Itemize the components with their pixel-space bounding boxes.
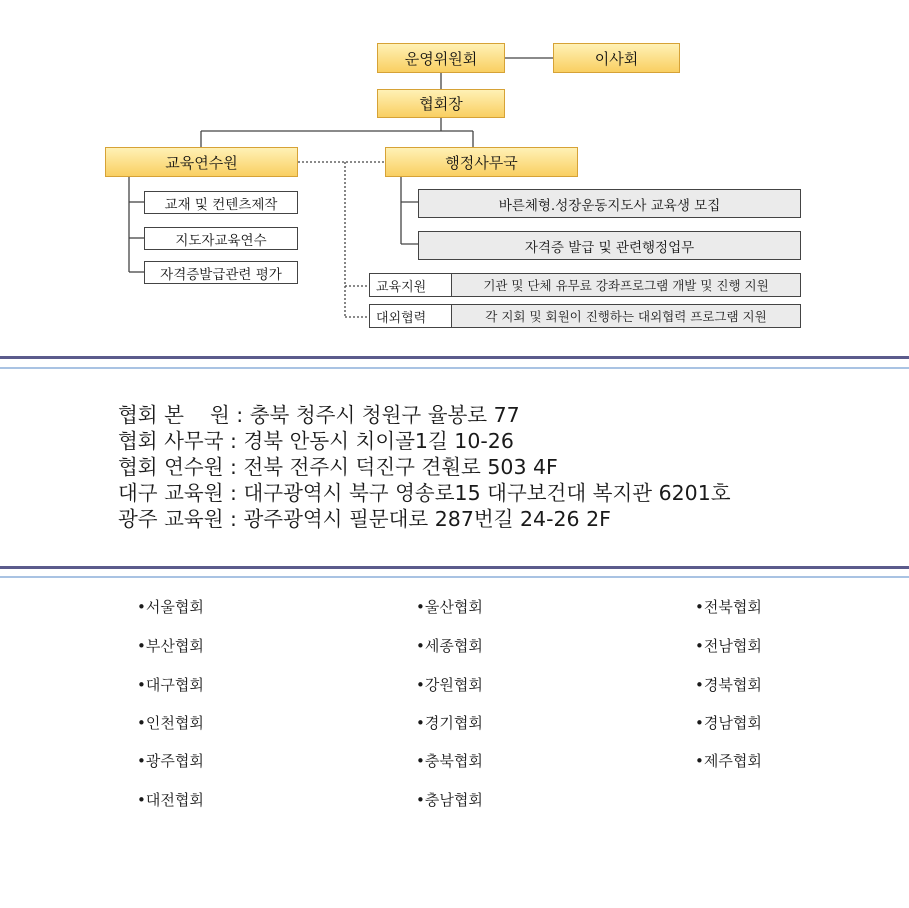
branch-chungnam: •충남협회 — [416, 791, 483, 809]
branch-busan: •부산협회 — [137, 637, 204, 655]
secretariat-task-2-label: 자격증 발급 및 관련행정업무 — [524, 239, 695, 256]
address-list — [118, 402, 731, 532]
institute-task-2 — [144, 227, 298, 250]
institute-task-3-label: 자격증발급관련 평가 — [160, 266, 282, 283]
divider-top-dark — [0, 356, 909, 359]
org-chart — [0, 0, 909, 340]
support-unit-external-label: 대외협력 — [370, 305, 452, 327]
training-institute-box — [105, 147, 298, 177]
address-line-secretariat: 협회 사무국 : 경북 안동시 치이골1길 10-26 — [118, 429, 514, 453]
board-label: 이사회 — [594, 49, 639, 68]
address-line-gwangju: 광주 교육원 : 광주광역시 필문대로 287번길 24-26 2F — [118, 507, 611, 531]
institute-task-2-label: 지도자교육연수 — [175, 232, 267, 249]
branch-ulsan: •울산협회 — [416, 598, 483, 616]
president-label: 협회장 — [419, 95, 463, 113]
support-unit-external-desc: 각 지회 및 회원이 진행하는 대외협력 프로그램 지원 — [485, 309, 767, 324]
branch-gyeongbuk: •경북협회 — [695, 676, 762, 694]
branch-gwangju: •광주협회 — [137, 752, 204, 770]
support-unit-external — [369, 304, 801, 328]
branch-sejong: •세종협회 — [416, 637, 483, 655]
secretariat-label: 행정사무국 — [445, 153, 518, 172]
support-unit-education-desc: 기관 및 단체 유무료 강좌프로그램 개발 및 진행 지원 — [483, 278, 769, 293]
branch-jeju: •제주협회 — [695, 752, 762, 770]
branch-chungbuk: •충북협회 — [416, 752, 483, 770]
branch-incheon: •인천협회 — [137, 714, 204, 732]
branch-seoul: •서울협회 — [137, 598, 204, 616]
secretariat-task-1-label: 바른체형.성장운동지도사 교육생 모집 — [498, 197, 721, 214]
training-institute-label: 교육연수원 — [165, 153, 238, 172]
institute-task-1-label: 교재 및 컨텐츠제작 — [164, 196, 278, 213]
institute-task-3 — [144, 261, 298, 284]
address-line-daegu: 대구 교육원 : 대구광역시 북구 영송로15 대구보건대 복지관 6201호 — [118, 481, 731, 505]
secretariat-box — [385, 147, 578, 177]
steering-committee-label: 운영위원회 — [404, 49, 478, 68]
branch-daejeon: •대전협회 — [137, 791, 204, 809]
branch-jeonbuk: •전북협회 — [695, 598, 762, 616]
secretariat-task-1 — [418, 189, 801, 218]
support-unit-education-label: 교육지원 — [370, 274, 452, 296]
support-unit-education — [369, 273, 801, 297]
branch-jeonnam: •전남협회 — [695, 637, 762, 655]
branch-gyeongnam: •경남협회 — [695, 714, 762, 732]
divider-mid-dark — [0, 566, 909, 569]
secretariat-task-2 — [418, 231, 801, 260]
divider-top-light — [0, 367, 909, 369]
address-line-institute: 협회 연수원 : 전북 전주시 덕진구 견훤로 503 4F — [118, 455, 558, 479]
address-line-hq: 협회 본 원 : 충북 청주시 청원구 율봉로 77 — [118, 403, 520, 427]
branch-gyeonggi: •경기협회 — [416, 714, 483, 732]
president-box — [377, 89, 505, 118]
branch-list — [0, 594, 909, 824]
branch-gangwon: •강원협회 — [416, 676, 483, 694]
board-box — [553, 43, 680, 73]
branch-daegu: •대구협회 — [137, 676, 204, 694]
institute-task-1 — [144, 191, 298, 214]
divider-mid-light — [0, 576, 909, 578]
steering-committee-box — [377, 43, 505, 73]
